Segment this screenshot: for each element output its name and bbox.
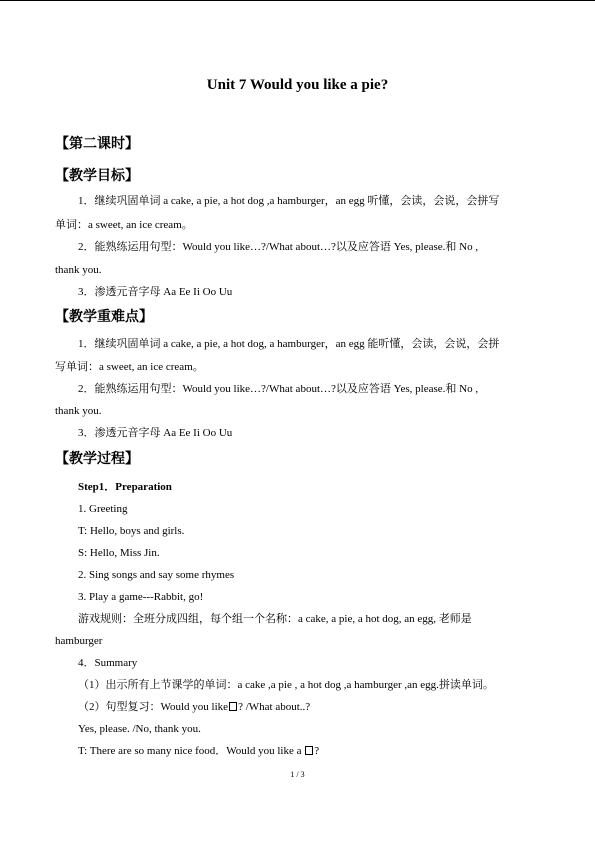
goal-2-line-1: 2．能熟练运用句型：Would you like…?/What about…?以及应答语 Yes, please.和 No , [78,241,479,253]
summary-words: （1）出示所有上节课学的单词：a cake ,a pie , a hot dog ,a hamburger ,an egg.拼读单词。 [78,679,494,691]
summary-sentences-prefix: （2）句型复习：Would you like [78,701,229,713]
blank-box-icon [305,746,313,755]
summary-sentences [78,700,310,715]
step-1-heading: Step1．Preparation [78,481,172,493]
key-2-line-2: thank you. [55,405,102,417]
goal-2-line-2: thank you. [55,264,102,276]
goal-1-line-2: 单词：a sweet, an ice cream。 [55,219,193,231]
key-1-line-2: 写单词：a sweet, an ice cream。 [55,361,204,373]
key-1-line-1: 1．继续巩固单词 a cake, a pie, a hot dog, a hamburger，an egg 能听懂，会读，会说，会拼 [78,338,500,350]
section-heading-lesson: 【第二课时】 [55,136,139,152]
game-rules-line-1: 游戏规则：全班分成四组，每个组一个名称：a cake, a pie, a hot dog, an egg, 老师是 [78,613,472,625]
game-rules-line-2: hamburger [55,635,103,647]
process-student-line: S: Hello, Miss Jin. [78,547,160,559]
top-rule [0,0,595,1]
teacher-question-text: T: There are so many nice food．Would you like a [78,745,305,757]
section-heading-process: 【教学过程】 [55,451,139,467]
key-3: 3．渗透元音字母 Aa Ee Ii Oo Uu [78,427,233,439]
process-songs: 2. Sing songs and say some rhymes [78,569,235,581]
process-teacher-line: T: Hello, boys and girls. [78,525,185,537]
process-game: 3. Play a game---Rabbit, go! [78,591,204,603]
teacher-question [78,744,319,759]
summary-sentences-suffix: ? /What about..? [238,701,311,713]
page-title: Unit 7 Would you like a pie? [206,77,389,93]
summary-responses: Yes, please. /No, thank you. [78,723,201,735]
page-number: 1 / 3 [290,770,305,779]
process-greeting: 1. Greeting [78,503,128,515]
teacher-question-mark: ? [314,745,320,757]
section-heading-key-points: 【教学重难点】 [55,309,153,325]
goal-3: 3．渗透元音字母 Aa Ee Ii Oo Uu [78,286,233,298]
blank-box-icon [229,702,237,711]
process-summary: 4．Summary [78,657,138,669]
section-heading-goals: 【教学目标】 [55,168,139,184]
goal-1-line-1: 1．继续巩固单词 a cake, a pie, a hot dog ,a hamburger，an egg 听懂，会读，会说，会拼写 [78,195,500,207]
key-2-line-1: 2．能熟练运用句型：Would you like…?/What about…?以及应答语 Yes, please.和 No , [78,383,479,395]
